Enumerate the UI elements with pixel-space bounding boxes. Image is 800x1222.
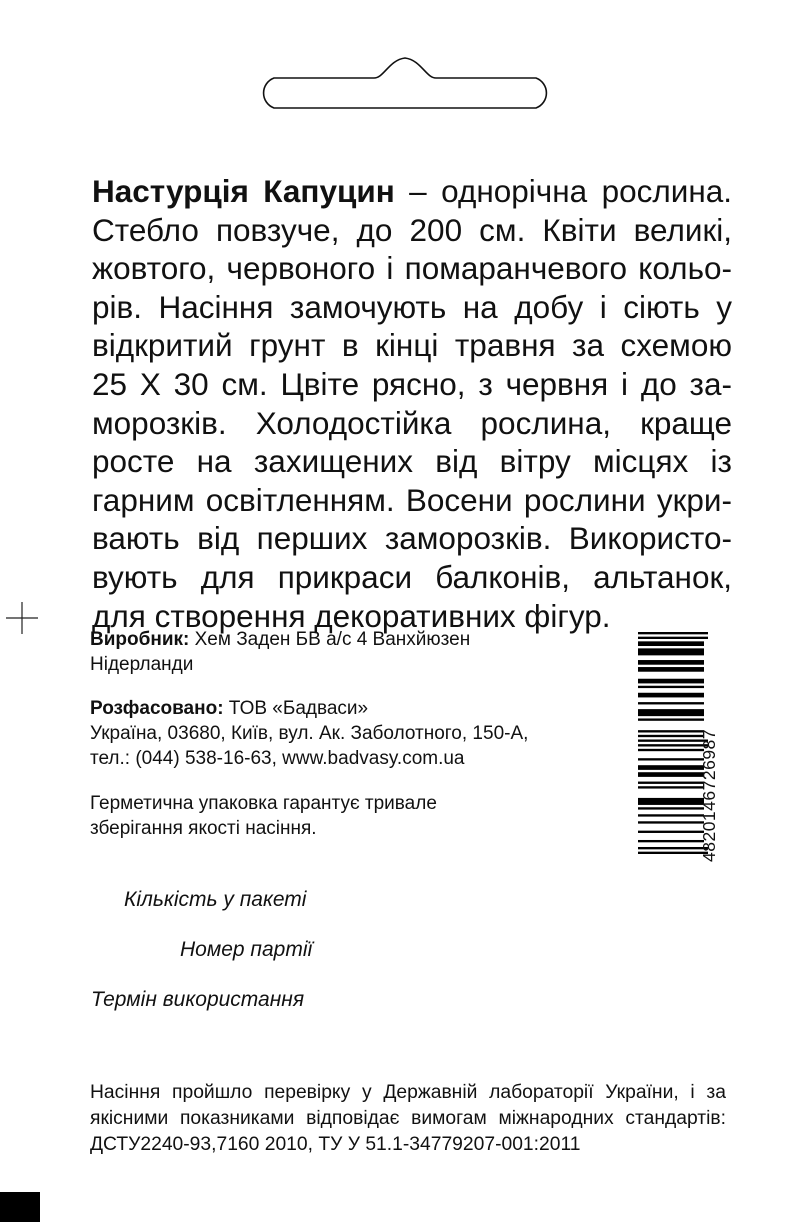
barcode-bar <box>638 847 708 849</box>
description-line: 25 Х 30 см. Цвіте рясно, з червня і до за- <box>92 365 732 402</box>
packaging-note: Герметична упаковка гарантує тривале зберігання якості насіння. <box>90 793 437 839</box>
barcode-bar <box>638 852 708 854</box>
barcode-bar <box>638 641 704 646</box>
hang-hole-outline <box>252 52 558 110</box>
packer-address: Україна, 03680, Київ, вул. Ак. Заболотного, 150-А, <box>90 723 529 744</box>
barcode-bar <box>638 772 704 777</box>
barcode-bar <box>638 798 704 805</box>
barcode-bar <box>638 632 708 634</box>
packer-label: Розфасовано: <box>90 698 224 719</box>
description-line: для створення декоративних фігур. <box>92 597 611 634</box>
barcode-bar <box>638 758 704 760</box>
description-line: рів. Насіння замочують на добу і сіють у <box>92 288 732 325</box>
registration-block <box>0 1192 40 1222</box>
barcode-bar <box>638 667 704 672</box>
packer-contacts: тел.: (044) 538-16-63, www.badvasy.com.ua <box>90 748 465 769</box>
manufacturer-label: Виробник: <box>90 629 190 650</box>
barcode-bar <box>638 807 704 809</box>
barcode-bar <box>638 686 704 688</box>
expiry-field-label: Термін використання <box>91 988 305 1011</box>
barcode-bar <box>638 831 704 833</box>
barcode-bar <box>638 814 704 816</box>
barcode-bar <box>638 735 704 737</box>
barcode-bar <box>638 749 704 751</box>
barcode-bar <box>638 744 708 746</box>
certification-note: Насіння пройшло перевірку у Державній лабораторії України, і за якісними показниками відповідає вимогам міжнародних стандартів: ДСТУ2240-93,7160 2010, ТУ У 51.1-34779207-001:2011 <box>90 1082 726 1155</box>
barcode-bar <box>638 765 704 770</box>
quantity-field-label: Кількість у пакеті <box>124 888 307 911</box>
description-line: Настурція Капуцин – однорічна рослина. <box>92 173 732 209</box>
barcode-bar <box>638 693 704 698</box>
description-line: відкритий грунт в кінці травня за схемою <box>92 327 732 364</box>
barcode-bar <box>638 730 704 732</box>
barcode-bar <box>638 782 704 784</box>
barcode-bar <box>638 786 704 788</box>
description-line: гарним освітленням. Восени рослини укри- <box>92 481 732 518</box>
description-line: росте на захищених від вітру місцях із <box>92 443 732 480</box>
barcode-bar <box>638 679 704 684</box>
barcode-bar <box>638 637 708 639</box>
packer-info <box>90 696 528 771</box>
manufacturer-name: Хем Заден БВ а/с 4 Ванхйюзен <box>189 629 471 650</box>
description-line: жовтого, червоного і помаранчевого кольо- <box>92 250 732 287</box>
barcode-bar <box>638 709 704 716</box>
manufacturer-country: Нідерланди <box>90 654 194 675</box>
barcode-bar <box>638 660 704 665</box>
lot-number-field-label: Номер партії <box>180 938 313 961</box>
packer-name: ТОВ «Бадваси» <box>223 698 369 719</box>
manufacturer-info <box>90 627 470 677</box>
barcode-bar <box>638 718 704 720</box>
barcode-bar <box>638 739 708 741</box>
barcode-digits: 4820146726987 <box>699 728 719 862</box>
crop-mark-icon <box>6 602 38 634</box>
description-line: вають від перших заморозків. Використо- <box>92 520 732 557</box>
product-title: Настурція Капуцин <box>92 173 395 209</box>
description-line: Стебло повзуче, до 200 см. Квіти великі, <box>92 211 732 248</box>
barcode-bar <box>638 840 704 842</box>
description-line: морозків. Холодостійка рослина, краще <box>92 404 732 441</box>
barcode-bar <box>638 648 704 655</box>
barcode-bar <box>638 702 704 704</box>
description-line: вують для прикраси балконів, альтанок, <box>92 558 732 595</box>
product-description <box>92 172 732 635</box>
barcode-bar <box>638 821 704 823</box>
